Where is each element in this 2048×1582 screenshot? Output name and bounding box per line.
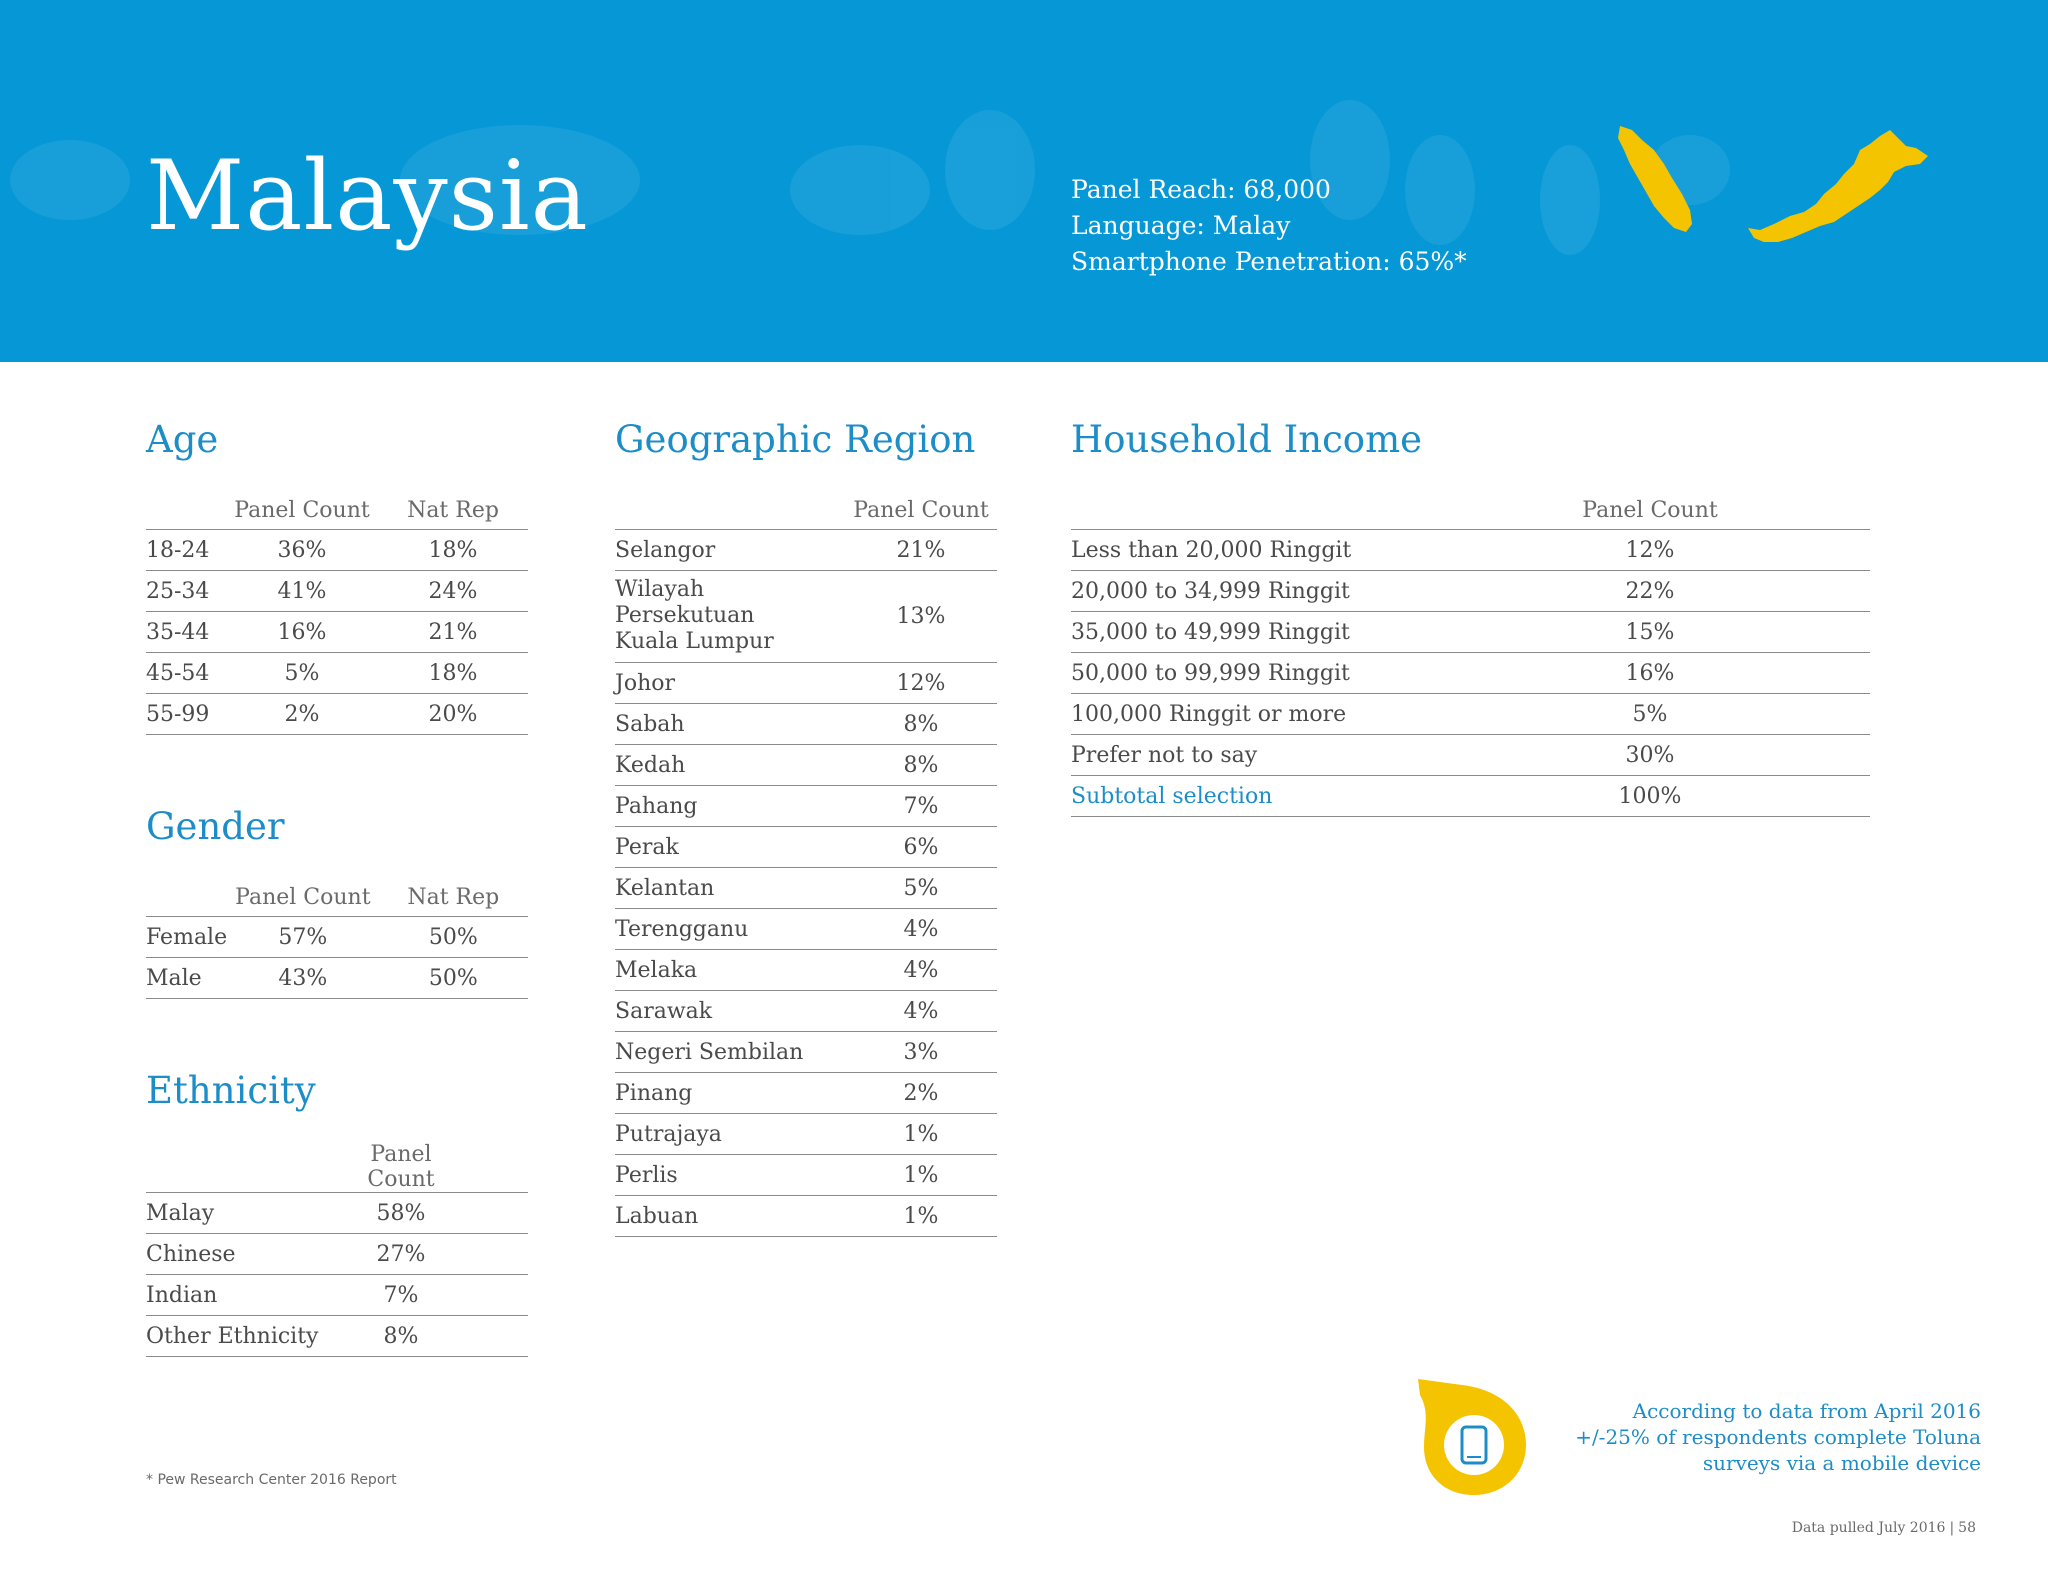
header-banner — [0, 0, 2048, 362]
subtotal-value: 100% — [1521, 776, 1779, 817]
table-header-row — [146, 1142, 528, 1193]
age-table — [146, 491, 528, 735]
panel-count-cell: 1% — [845, 1155, 997, 1196]
panel-count-cell: 8% — [346, 1316, 456, 1357]
nat-rep-cell: 24% — [378, 571, 528, 612]
row-label: Perlis — [615, 1155, 845, 1196]
row-label-line: Kuala Lumpur — [615, 629, 774, 654]
panel-count-cell: 8% — [845, 745, 997, 786]
subtotal-label: Subtotal selection — [1071, 776, 1521, 817]
separator: | — [1949, 1520, 1955, 1536]
panel-count-cell: 7% — [346, 1275, 456, 1316]
nat-rep-cell: 50% — [379, 917, 528, 958]
table-row — [146, 958, 528, 999]
table-row — [615, 745, 997, 786]
row-label: 50,000 to 99,999 Ringgit — [1071, 653, 1521, 694]
panel-count-cell: 43% — [227, 958, 378, 999]
table-row — [146, 530, 528, 571]
panel-count-cell: 4% — [845, 991, 997, 1032]
nat-rep-cell: 18% — [378, 530, 528, 571]
row-label: Labuan — [615, 1196, 845, 1237]
table-row — [615, 827, 997, 868]
panel-count-cell: 5% — [1521, 694, 1779, 735]
row-label: Other Ethnicity — [146, 1316, 346, 1357]
footnote: * Pew Research Center 2016 Report — [146, 1472, 397, 1488]
column-header: Panel Count — [346, 1142, 456, 1193]
panel-count-cell: 7% — [845, 786, 997, 827]
table-row — [615, 1155, 997, 1196]
panel-count-cell: 5% — [226, 653, 378, 694]
column-header: Panel Count — [845, 491, 997, 530]
region-table — [615, 491, 997, 1237]
panel-count-cell: 41% — [226, 571, 378, 612]
country-facts — [1071, 172, 1467, 280]
panel-count-cell: 6% — [845, 827, 997, 868]
panel-count-cell: 30% — [1521, 735, 1779, 776]
mobile-note-line: +/-25% of respondents complete Toluna — [1575, 1425, 1981, 1449]
panel-count-cell: 4% — [845, 909, 997, 950]
table-row — [1071, 571, 1870, 612]
nat-rep-cell: 21% — [378, 612, 528, 653]
row-label: Terengganu — [615, 909, 845, 950]
row-label: 45-54 — [146, 653, 226, 694]
page-info — [1792, 1520, 1976, 1536]
table-row — [1071, 694, 1870, 735]
row-label-line: Persekutuan — [615, 603, 755, 628]
table-row — [146, 612, 528, 653]
table-row — [615, 1032, 997, 1073]
ethnicity-title: Ethnicity — [146, 1069, 316, 1112]
row-label: 35-44 — [146, 612, 226, 653]
language: Language: Malay — [1071, 211, 1291, 240]
table-row — [1071, 530, 1870, 571]
table-row — [615, 786, 997, 827]
nat-rep-cell: 18% — [378, 653, 528, 694]
table-row — [615, 991, 997, 1032]
ethnicity-table — [146, 1142, 528, 1357]
panel-count-cell: 36% — [226, 530, 378, 571]
mobile-note — [1575, 1398, 1981, 1476]
panel-count-cell: 3% — [845, 1032, 997, 1073]
table-row — [146, 571, 528, 612]
smartphone-penetration: Smartphone Penetration: 65%* — [1071, 247, 1467, 276]
table-header-row — [615, 491, 997, 530]
row-label: Negeri Sembilan — [615, 1032, 845, 1073]
panel-count-cell: 15% — [1521, 612, 1779, 653]
table-row — [615, 530, 997, 571]
row-label: Malay — [146, 1193, 346, 1234]
row-label: 20,000 to 34,999 Ringgit — [1071, 571, 1521, 612]
row-label: 25-34 — [146, 571, 226, 612]
income-table — [1071, 491, 1870, 817]
panel-count-cell: 22% — [1521, 571, 1779, 612]
table-row — [146, 1316, 528, 1357]
table-row — [146, 1234, 528, 1275]
nat-rep-cell: 50% — [379, 958, 528, 999]
table-row — [146, 1275, 528, 1316]
subtotal-row — [1071, 776, 1870, 817]
panel-count-cell: 1% — [845, 1114, 997, 1155]
row-label: Selangor — [615, 530, 845, 571]
row-label: Putrajaya — [615, 1114, 845, 1155]
row-label: Pinang — [615, 1073, 845, 1114]
panel-count-cell: 2% — [226, 694, 378, 735]
row-label: Johor — [615, 663, 845, 704]
nat-rep-cell: 20% — [378, 694, 528, 735]
row-label: 35,000 to 49,999 Ringgit — [1071, 612, 1521, 653]
table-header-row — [146, 491, 528, 530]
table-row — [1071, 612, 1870, 653]
mobile-phone-icon — [1410, 1375, 1532, 1497]
row-label: 100,000 Ringgit or more — [1071, 694, 1521, 735]
row-label: Less than 20,000 Ringgit — [1071, 530, 1521, 571]
row-label: Pahang — [615, 786, 845, 827]
age-title: Age — [146, 418, 219, 461]
table-row — [146, 694, 528, 735]
panel-count-cell: 1% — [845, 1196, 997, 1237]
table-row — [615, 663, 997, 704]
panel-count-cell: 57% — [227, 917, 378, 958]
row-label: Kelantan — [615, 868, 845, 909]
table-row — [615, 704, 997, 745]
table-row — [615, 1073, 997, 1114]
panel-count-cell: 58% — [346, 1193, 456, 1234]
table-row — [615, 950, 997, 991]
table-row — [615, 571, 997, 663]
table-row — [615, 1114, 997, 1155]
table-row — [615, 1196, 997, 1237]
row-label: 55-99 — [146, 694, 226, 735]
row-label: Sarawak — [615, 991, 845, 1032]
panel-count-cell: 16% — [1521, 653, 1779, 694]
panel-count-cell: 13% — [845, 571, 997, 663]
row-label: Male — [146, 958, 227, 999]
column-header: Panel Count — [227, 878, 378, 917]
panel-count-cell: 4% — [845, 950, 997, 991]
gender-title: Gender — [146, 805, 285, 848]
table-header-row — [1071, 491, 1870, 530]
mobile-note-line: According to data from April 2016 — [1632, 1399, 1981, 1423]
row-label: Prefer not to say — [1071, 735, 1521, 776]
table-row — [146, 917, 528, 958]
column-header: Nat Rep — [378, 491, 528, 530]
page-title: Malaysia — [146, 140, 589, 252]
panel-count-cell: 12% — [845, 663, 997, 704]
table-row — [1071, 653, 1870, 694]
malaysia-map-icon — [1598, 120, 1958, 260]
table-header-row — [146, 878, 528, 917]
table-row — [615, 909, 997, 950]
panel-count-cell: 5% — [845, 868, 997, 909]
income-title: Household Income — [1071, 418, 1423, 461]
column-header: Panel Count — [1521, 491, 1779, 530]
panel-count-cell: 16% — [226, 612, 378, 653]
row-label: Chinese — [146, 1234, 346, 1275]
row-label: 18-24 — [146, 530, 226, 571]
region-title: Geographic Region — [615, 418, 976, 461]
mobile-note-line: surveys via a mobile device — [1702, 1451, 1981, 1475]
panel-reach: Panel Reach: 68,000 — [1071, 175, 1331, 204]
data-pulled: Data pulled July 2016 — [1791, 1520, 1946, 1536]
panel-count-cell: 8% — [845, 704, 997, 745]
row-label-line: Wilayah — [615, 577, 705, 602]
row-label: Female — [146, 917, 227, 958]
row-label: Indian — [146, 1275, 346, 1316]
page-number: 58 — [1958, 1520, 1976, 1536]
table-row — [1071, 735, 1870, 776]
row-label: Sabah — [615, 704, 845, 745]
column-header: Panel Count — [226, 491, 378, 530]
column-header: Nat Rep — [379, 878, 528, 917]
table-row — [615, 868, 997, 909]
row-label: Perak — [615, 827, 845, 868]
gender-table — [146, 878, 528, 999]
panel-count-cell: 2% — [845, 1073, 997, 1114]
panel-count-cell: 21% — [845, 530, 997, 571]
table-row — [146, 1193, 528, 1234]
row-label — [615, 571, 845, 663]
row-label: Kedah — [615, 745, 845, 786]
panel-count-cell: 27% — [346, 1234, 456, 1275]
row-label: Melaka — [615, 950, 845, 991]
table-row — [146, 653, 528, 694]
panel-count-cell: 12% — [1521, 530, 1779, 571]
